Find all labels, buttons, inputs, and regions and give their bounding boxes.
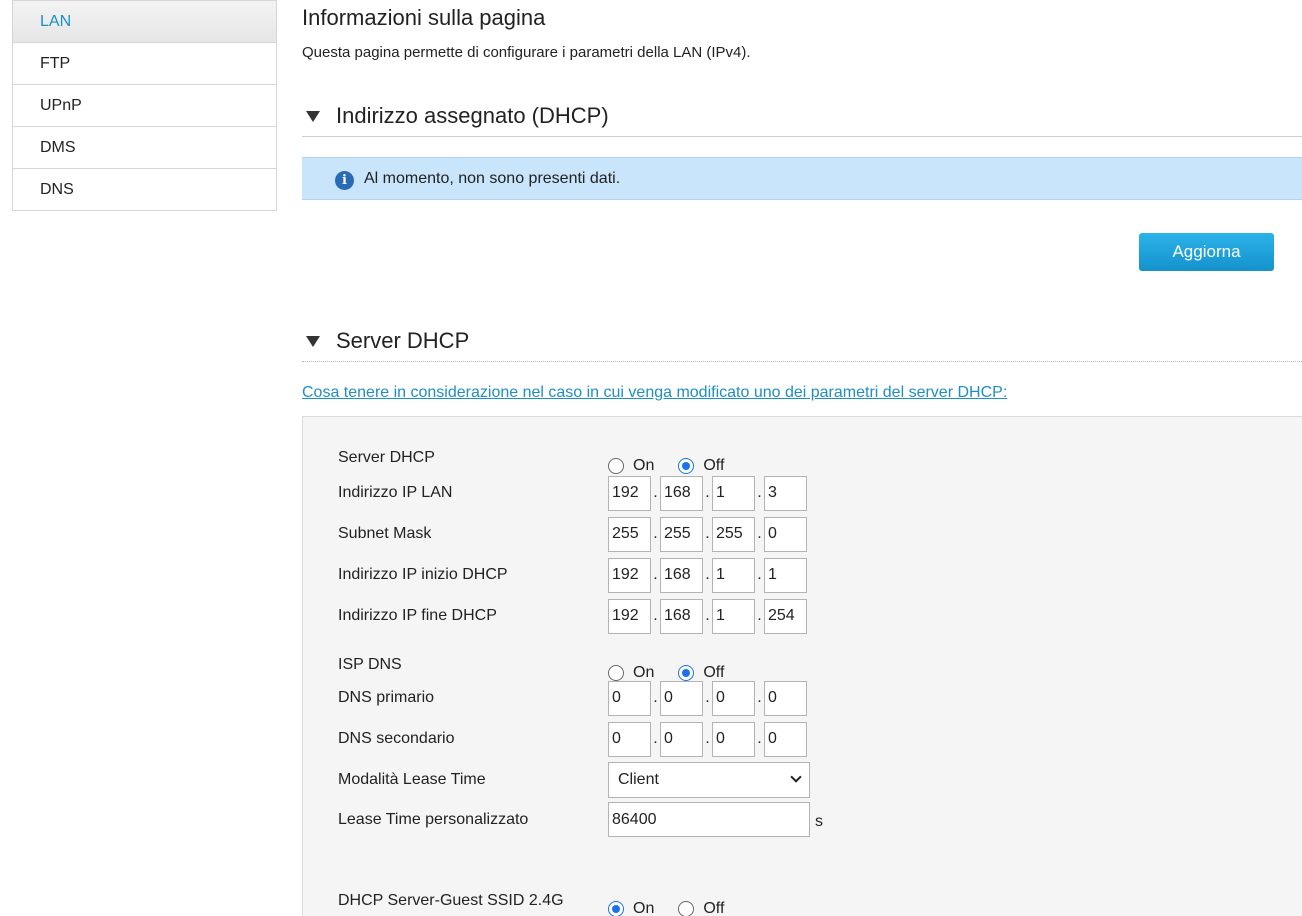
isp-dns-off-label: Off (703, 664, 725, 681)
isp-dns-label: ISP DNS (338, 656, 402, 673)
row-primary-dns (338, 680, 1238, 716)
guest-ssid-off-label: Off (703, 900, 725, 916)
row-secondary-dns (338, 721, 1238, 757)
page-description: Questa pagina permette di configurare i parametri della LAN (IPv4). (302, 44, 751, 61)
dhcp-server-off-radio[interactable] (678, 458, 694, 474)
row-start-ip (338, 557, 1238, 593)
subnet-mask-octet-2[interactable] (660, 517, 703, 552)
subnet-mask-label: Subnet Mask (338, 525, 432, 542)
dhcp-notes-link[interactable]: Cosa tenere in considerazione nel caso in cui venga modificato uno dei parametri del server DHCP: (302, 384, 1008, 401)
end-ip-octet-4[interactable] (764, 599, 807, 634)
info-text: Al momento, non sono presenti dati. (364, 170, 621, 187)
sidebar-item-ftp[interactable]: FTP (13, 42, 276, 84)
subnet-mask-octet-4[interactable] (764, 517, 807, 552)
subnet-mask-octet-1[interactable] (608, 517, 651, 552)
primary-dns-octet-4[interactable] (764, 681, 807, 716)
collapse-triangle-icon[interactable] (306, 111, 320, 122)
page-title: Informazioni sulla pagina (302, 5, 546, 30)
info-icon: i (335, 171, 354, 190)
row-end-ip (338, 598, 1238, 634)
lease-custom-unit: s (815, 813, 823, 830)
info-message (302, 157, 1302, 200)
dhcp-server-label: Server DHCP (338, 449, 435, 466)
dhcp-server-on-radio[interactable] (608, 458, 624, 474)
primary-dns-octet-2[interactable] (660, 681, 703, 716)
lease-mode-select[interactable] (608, 762, 810, 798)
sidebar-item-dms[interactable]: DMS (13, 126, 276, 168)
lan-ip-octet-4[interactable] (764, 476, 807, 511)
sidebar-item-lan[interactable]: LAN (13, 0, 276, 42)
sidebar (12, 0, 277, 211)
guest-ssid-radio-group (608, 891, 748, 916)
chevron-down-icon (790, 771, 801, 782)
end-ip-field: 192 . 168 . 1 . 254 (608, 598, 807, 634)
row-lease-custom (338, 802, 1238, 838)
isp-dns-on-radio[interactable] (608, 665, 624, 681)
start-ip-octet-3[interactable] (712, 558, 755, 593)
primary-dns-octet-3[interactable] (712, 681, 755, 716)
start-ip-field: 192 . 168 . 1 . 1 (608, 557, 807, 593)
sidebar-item-dns[interactable]: DNS (13, 168, 276, 210)
subnet-mask-field: 255 . 255 . 255 . 0 (608, 516, 807, 552)
lease-mode-label: Modalità Lease Time (338, 771, 486, 788)
start-ip-octet-4[interactable] (764, 558, 807, 593)
row-lease-mode (338, 762, 1238, 798)
subnet-mask-octet-3[interactable] (712, 517, 755, 552)
guest-ssid-label: DHCP Server-Guest SSID 2.4G (338, 892, 564, 909)
row-lan-ip (338, 475, 1238, 511)
row-subnet-mask (338, 516, 1238, 552)
end-ip-octet-3[interactable] (712, 599, 755, 634)
start-ip-octet-2[interactable] (660, 558, 703, 593)
dhcp-form-panel (302, 416, 1302, 916)
row-dhcp-server (338, 440, 1238, 476)
end-ip-label: Indirizzo IP fine DHCP (338, 607, 497, 624)
isp-dns-off-radio[interactable] (678, 665, 694, 681)
guest-ssid-on-radio[interactable] (608, 901, 624, 916)
end-ip-octet-1[interactable] (608, 599, 651, 634)
refresh-button[interactable]: Aggiorna (1139, 233, 1274, 271)
secondary-dns-octet-4[interactable] (764, 722, 807, 757)
isp-dns-on-label: On (633, 664, 655, 681)
primary-dns-label: DNS primario (338, 689, 435, 706)
lease-custom-field (608, 802, 823, 838)
start-ip-label: Indirizzo IP inizio DHCP (338, 566, 508, 583)
section-title-assigned: Indirizzo assegnato (DHCP) (336, 103, 609, 128)
sidebar-item-upnp[interactable]: UPnP (13, 84, 276, 126)
lease-custom-input[interactable] (608, 802, 810, 837)
start-ip-octet-1[interactable] (608, 558, 651, 593)
dhcp-server-off-label: Off (703, 457, 725, 474)
guest-ssid-off-radio[interactable] (678, 901, 694, 916)
guest-ssid-on-label: On (633, 900, 655, 916)
lease-mode-value: Client (618, 771, 659, 788)
lan-ip-field: 192 . 168 . 1 . 3 (608, 475, 807, 511)
end-ip-octet-2[interactable] (660, 599, 703, 634)
collapse-triangle-icon[interactable] (306, 336, 320, 347)
secondary-dns-label: DNS secondario (338, 730, 455, 747)
lan-ip-octet-2[interactable] (660, 476, 703, 511)
secondary-dns-field: 0 . 0 . 0 . 0 (608, 721, 807, 757)
row-guest-ssid (338, 883, 1238, 916)
section-header-dhcp (302, 322, 1302, 362)
lan-ip-octet-3[interactable] (712, 476, 755, 511)
secondary-dns-octet-3[interactable] (712, 722, 755, 757)
section-header-assigned (302, 97, 1302, 137)
dhcp-server-on-label: On (633, 457, 655, 474)
lan-ip-label: Indirizzo IP LAN (338, 484, 453, 501)
row-isp-dns (338, 647, 1238, 683)
primary-dns-octet-1[interactable] (608, 681, 651, 716)
lease-custom-label: Lease Time personalizzato (338, 811, 529, 828)
primary-dns-field: 0 . 0 . 0 . 0 (608, 680, 807, 716)
lan-ip-octet-1[interactable] (608, 476, 651, 511)
section-title-dhcp: Server DHCP (336, 328, 470, 353)
secondary-dns-octet-2[interactable] (660, 722, 703, 757)
secondary-dns-octet-1[interactable] (608, 722, 651, 757)
